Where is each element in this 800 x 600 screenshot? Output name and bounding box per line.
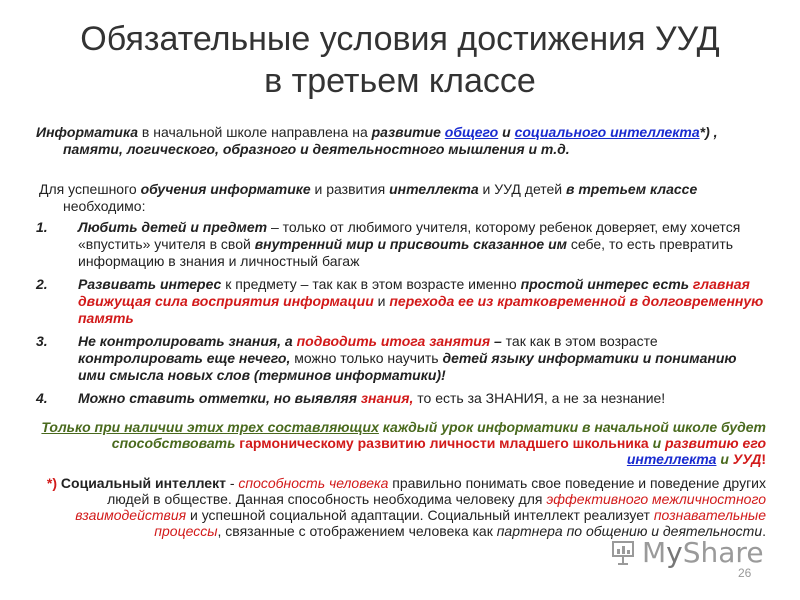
myshared-logo (610, 536, 764, 569)
footnote-k: . (762, 523, 766, 539)
logo-text (642, 536, 764, 569)
footnote-j: партнера по общению и деятельности (496, 523, 763, 539)
logo-text-share: Share (682, 536, 764, 569)
condition-text-a: Для успешного (39, 181, 141, 197)
footnote-f: эффективного межличностного взаимодействия (75, 491, 766, 523)
list-item-number: 1. (36, 219, 48, 235)
item2-e: главная движущая сила восприятия информации (78, 276, 750, 309)
summary-paragraph (36, 419, 766, 467)
conditions-list (36, 219, 766, 407)
item3-d: так как в этом возрасте (505, 333, 658, 349)
item4-c: то есть за ЗНАНИЯ, а не за незнание! (413, 390, 666, 406)
intro-paragraph (36, 124, 766, 158)
list-item-number: 2. (36, 276, 48, 292)
item3-c: – (490, 333, 506, 349)
footnote-a: *) (46, 475, 58, 491)
intro-and: и (498, 124, 515, 140)
footnote-paragraph (36, 475, 766, 539)
logo-text-m: M (642, 536, 667, 569)
slide-title (0, 18, 800, 102)
item2-b: к предмету – так как в этом возрасте именно (221, 276, 521, 292)
condition-text-e: и УУД детей (478, 181, 567, 197)
item3-a: Не контролировать знания, а (78, 333, 297, 349)
intro-term: Информатика (36, 124, 139, 140)
footnote-e: правильно понимать свое поведение и поведение других людей в обществе. Данная способность необходима человеку для (107, 475, 766, 507)
item2-c: простой интерес есть (520, 276, 690, 292)
list-item (36, 333, 766, 384)
condition-text-g: необходимо: (63, 198, 146, 214)
list-item-number: 4. (36, 390, 48, 406)
item3-b: подводить итога занятия (296, 333, 491, 349)
list-item (36, 390, 766, 407)
item1-a: Любить детей и предмет (78, 219, 268, 235)
item1-b: – только от любимого учителя, которому ребенок доверяет, ему хочется «впустить» учителя в свой (78, 219, 741, 252)
summary-d: и (648, 435, 666, 451)
list-item (36, 276, 766, 327)
slide-body (36, 124, 766, 539)
footnote-c: - (225, 475, 239, 491)
summary-h: и (716, 451, 733, 467)
item2-f: и (373, 293, 390, 309)
footnote-g: и успешной социальной адаптации. Социальный интеллект реализует (186, 507, 654, 523)
footnote-d: способность человека (238, 475, 389, 491)
item4-b: знания, (360, 390, 414, 406)
social-intellect-link[interactable]: социального интеллекта (514, 124, 700, 140)
summary-c: гармоническому развитию личности младшего школьника (239, 435, 649, 451)
intellect-link[interactable]: интеллекта (626, 451, 717, 467)
item3-f: можно только научить (290, 350, 443, 366)
slide-title-line-1: Обязательные условия достижения УУД (80, 20, 720, 58)
condition-text-c: и развития (310, 181, 390, 197)
item1-d: себе, то есть превратить информацию в знания и личностный багаж (78, 236, 734, 269)
item3-g: детей языку информатики и пониманию ими смысла новых слов (терминов информатики)! (78, 350, 737, 383)
footnote-b: Социальный интеллект (57, 475, 226, 491)
summary-i: УУД (732, 451, 762, 467)
condition-text-d: интеллекта (389, 181, 479, 197)
summary-b: каждый урок информатики в начальной школе будет способствовать (111, 419, 766, 451)
condition-text-f: в третьем классе (566, 181, 698, 197)
presentation-board-icon (610, 540, 636, 566)
summary-j: ! (761, 451, 766, 467)
item4-a: Можно ставить отметки, но выявляя (78, 390, 361, 406)
footnote-i: , связанные с отображением человека как (217, 523, 497, 539)
item3-e: контролировать еще нечего, (78, 350, 291, 366)
item2-g: перехода ее из кратковременной в долговременную память (78, 293, 764, 326)
condition-paragraph (36, 181, 766, 215)
item1-c: внутренний мир и присвоить сказанное им (254, 236, 568, 252)
intro-rest: , памяти, логического, образного и деятельностного мышления и т.д. (63, 124, 718, 157)
logo-text-y: y (666, 536, 683, 569)
summary-a: Только при наличии этих трех составляющих (41, 419, 379, 435)
intro-text: в начальной школе направлена на (138, 124, 372, 140)
summary-e: развитию его (665, 435, 766, 451)
list-item-number: 3. (36, 333, 48, 349)
intro-development: развитие (371, 124, 441, 140)
condition-text-b: обучения информатике (140, 181, 311, 197)
page-number: 26 (738, 566, 752, 580)
item2-a: Развивать интерес (78, 276, 222, 292)
list-item (36, 219, 766, 270)
footnote-marker: *) (699, 124, 710, 140)
general-intellect-link[interactable]: общего (444, 124, 499, 140)
footnote-h: познавательные процессы (154, 507, 766, 539)
slide-title-line-2: в третьем классе (264, 62, 536, 100)
